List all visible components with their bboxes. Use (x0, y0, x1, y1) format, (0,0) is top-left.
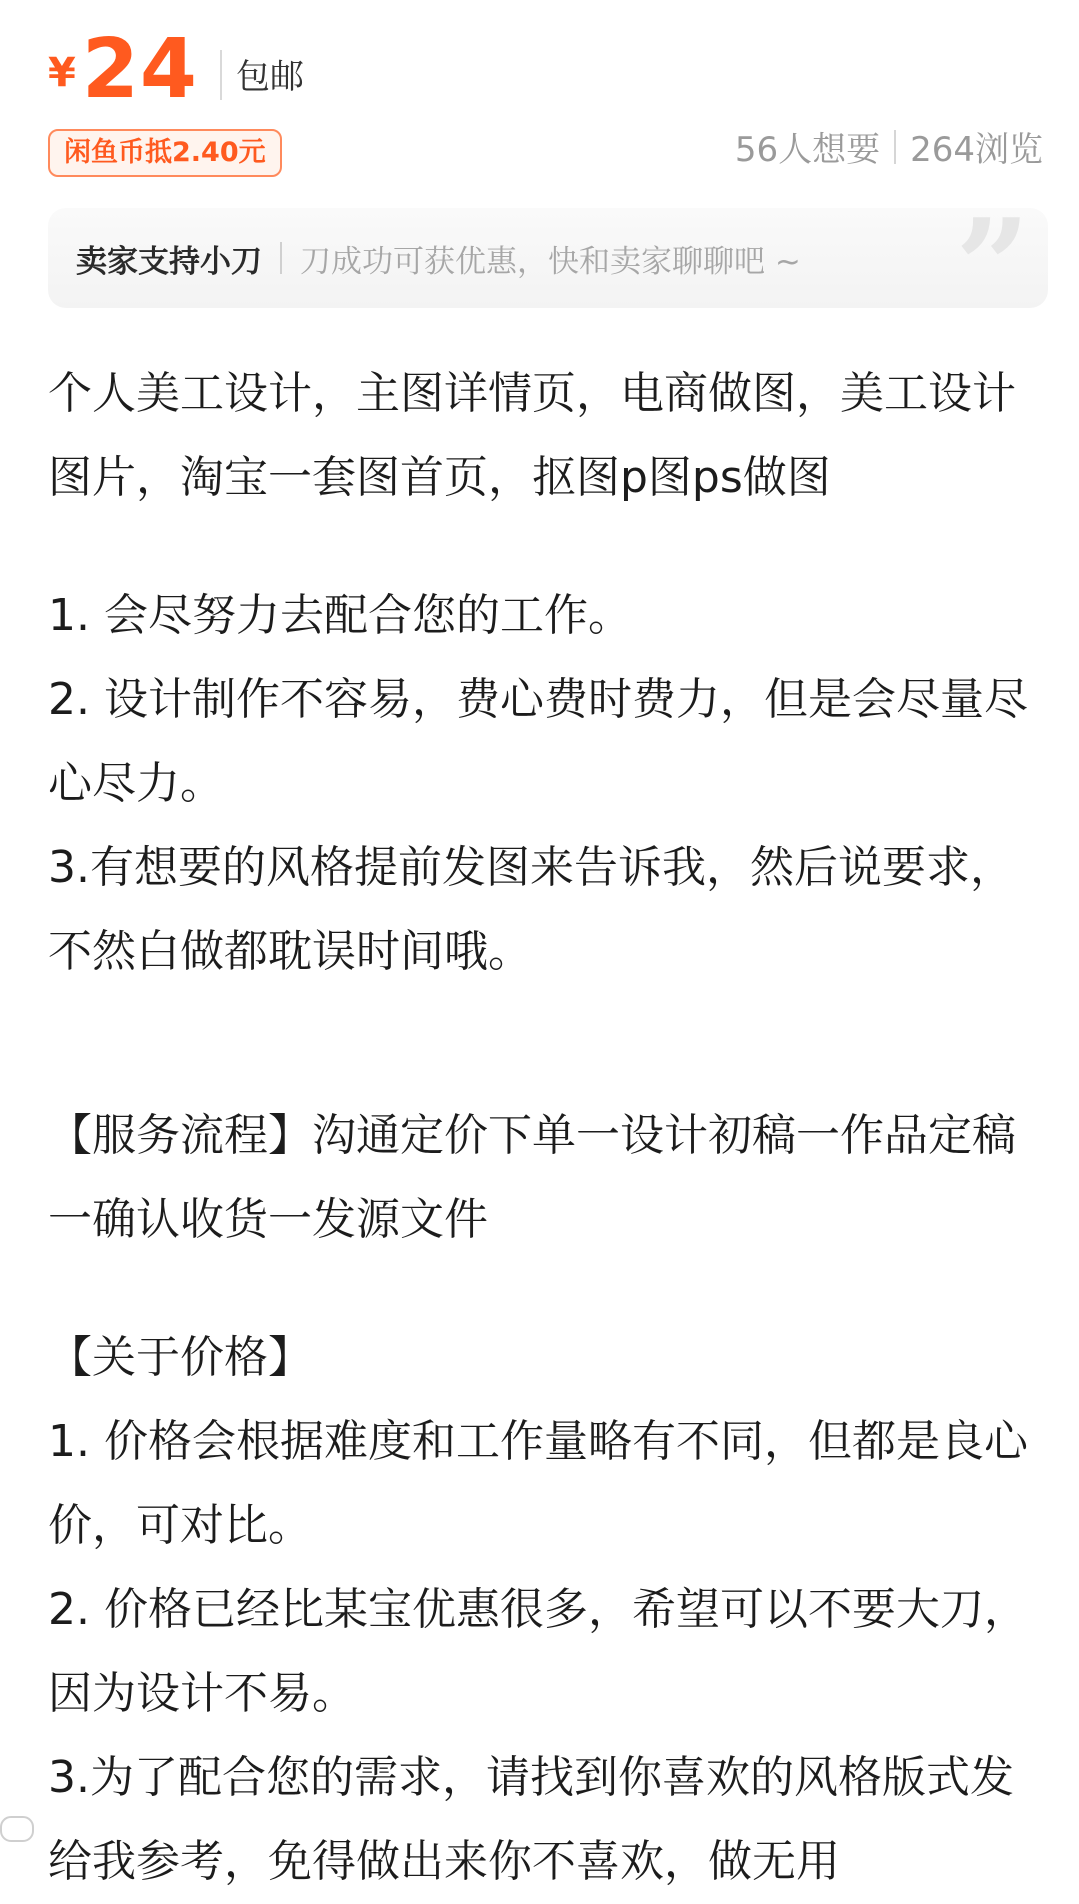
price-divider (220, 50, 222, 100)
bargain-message: 刀成功可获优惠，快和卖家聊聊吧 ~ (300, 243, 801, 280)
price-amount: 24 (81, 22, 198, 117)
views-count: 264浏览 (910, 130, 1043, 170)
service-flow: 【服务流程】沟通定价下单一设计初稿一作品定稿一确认收货一发源文件 (48, 1110, 1016, 1245)
shipping-label: 包邮 (235, 57, 304, 97)
item-description (48, 352, 1048, 1904)
price-heading: 【关于价格】 (48, 1332, 312, 1383)
item-stats (735, 122, 1043, 171)
app-watermark (0, 1816, 40, 1842)
description-point-2: 2. 设计制作不容易，费心费时费力，但是会尽量尽心尽力。 (48, 674, 1028, 809)
quote-icon: ” (955, 190, 1030, 343)
description-point-1: 1. 会尽努力去配合您的工作。 (48, 590, 632, 641)
price-point-2: 2. 价格已经比某宝优惠很多，希望可以不要大刀，因为设计不易。 (48, 1584, 1028, 1719)
description-point-3: 3.有想要的风格提前发图来告诉我，然后说要求，不然白做都耽误时间哦。 (48, 842, 1014, 977)
bargain-banner[interactable] (48, 190, 1048, 343)
description-intro: 个人美工设计，主图详情页，电商做图，美工设计图片，淘宝一套图首页，抠图p图ps做图 (48, 368, 1016, 503)
stats-divider (894, 130, 896, 164)
price-point-1: 1. 价格会根据难度和工作量略有不同，但都是良心价，可对比。 (48, 1416, 1028, 1551)
currency-symbol: ¥ (48, 50, 76, 96)
price-point-3: 3.为了配合您的需求，请找到你喜欢的风格版式发给我参考，免得做出来你不喜欢，做无用 (48, 1752, 1014, 1887)
bargain-divider (280, 242, 282, 274)
wants-count: 56人想要 (734, 130, 881, 170)
watermark-logo-icon (0, 1816, 34, 1842)
bargain-title: 卖家支持小刀 (76, 243, 262, 280)
coin-discount-badge[interactable]: 闲鱼币抵2.40元 (48, 129, 282, 177)
price-row (48, 22, 304, 117)
